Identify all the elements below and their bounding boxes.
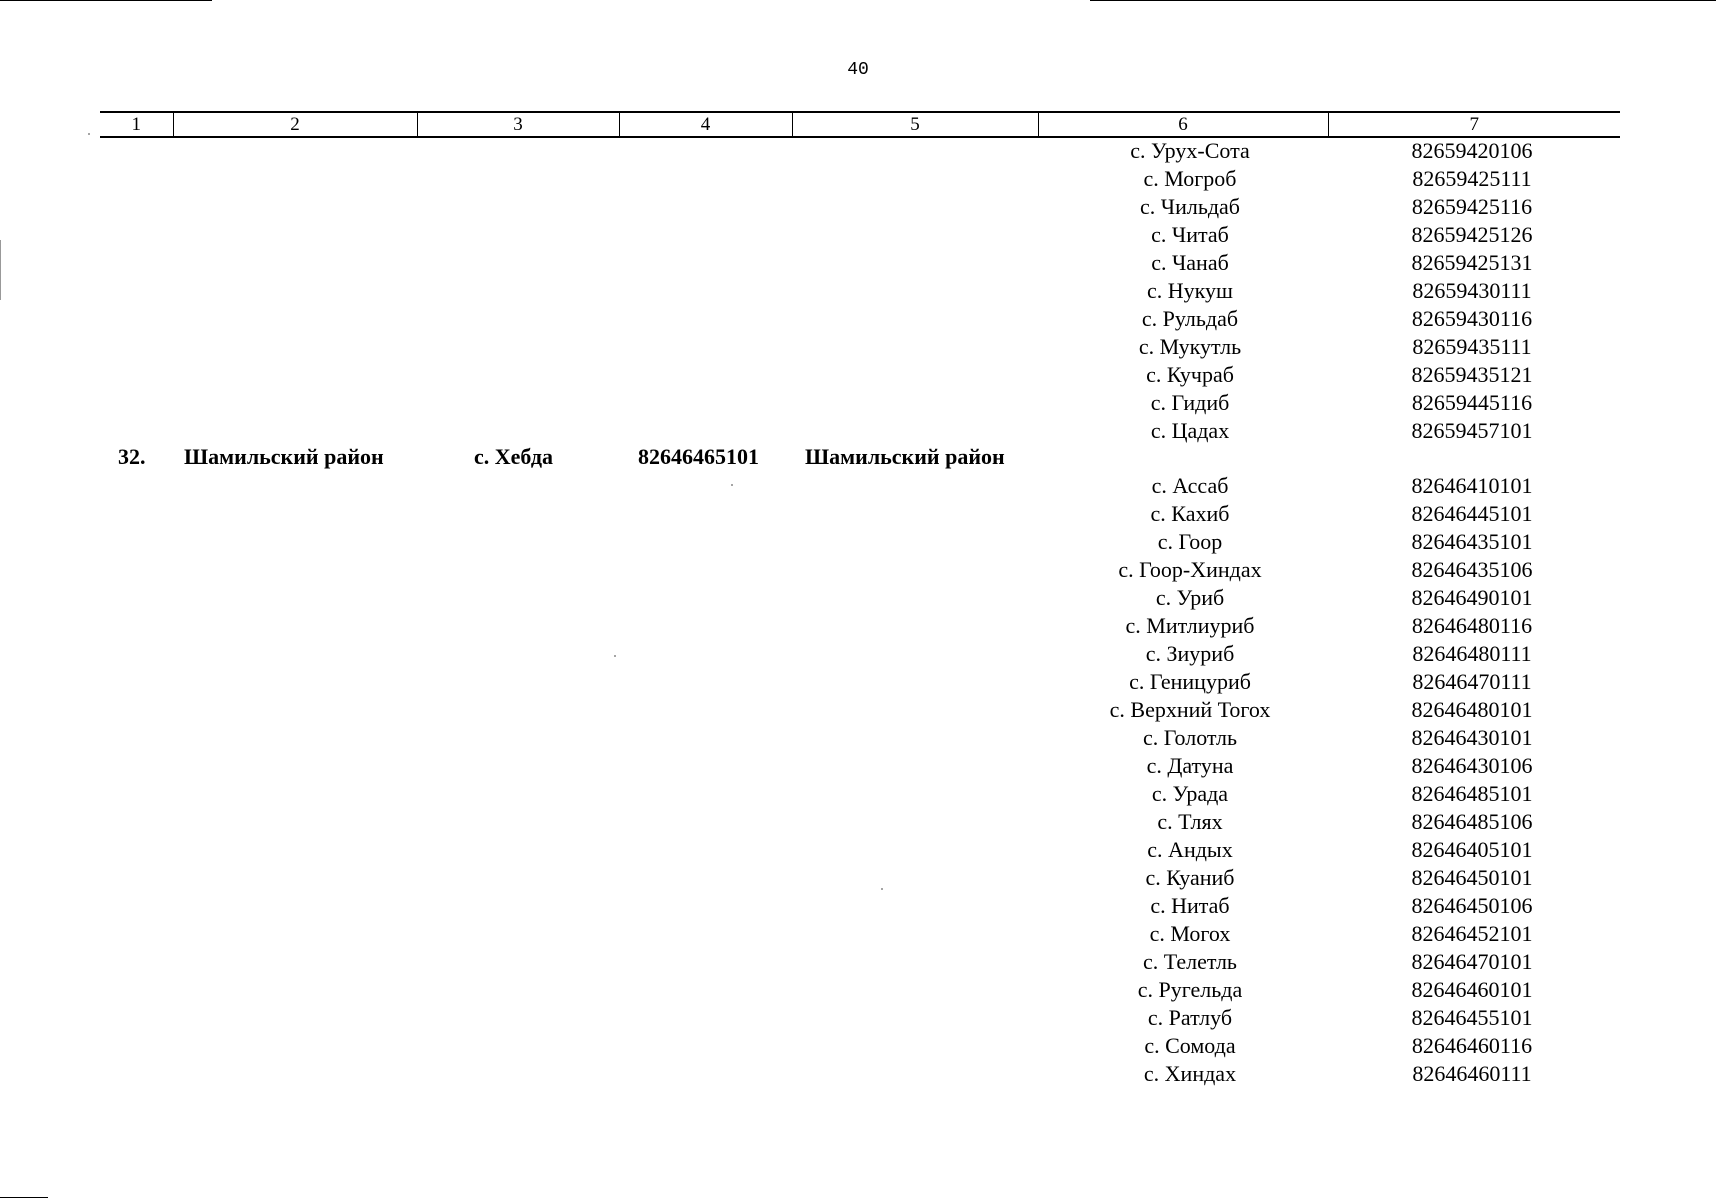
settlement-code: 82659425116 <box>1411 194 1533 219</box>
settlement-name: с. Урух-Сота <box>1130 138 1250 163</box>
settlement-code: 82659457101 <box>1411 418 1533 443</box>
scan-edge-bottom-left <box>0 1197 48 1198</box>
table-row <box>0 752 1716 780</box>
settlement-name: с. Мукутль <box>1138 334 1242 359</box>
table-row <box>0 193 1716 221</box>
scan-edge-top-right <box>1090 0 1716 1</box>
table-row <box>0 165 1716 193</box>
settlement-code: 82659435121 <box>1411 362 1533 387</box>
table-row <box>0 1004 1716 1032</box>
settlement-code: 82659445116 <box>1411 390 1533 415</box>
settlement-name: с. Могох <box>1149 921 1231 946</box>
header-col-7: 7 <box>1328 112 1620 137</box>
settlement-code: 82659425131 <box>1411 250 1533 275</box>
settlement-code: 82646460111 <box>1412 1061 1532 1086</box>
district-center-code: 82646465101 <box>638 444 759 469</box>
table-row <box>0 668 1716 696</box>
table-row <box>0 389 1716 417</box>
settlement-name: с. Гидиб <box>1150 390 1230 415</box>
table-row <box>0 528 1716 556</box>
settlement-code: 82646430106 <box>1411 753 1533 778</box>
settlement-name: с. Читаб <box>1151 222 1229 247</box>
table-row <box>0 584 1716 612</box>
header-col-4: 4 <box>619 112 792 137</box>
table-row <box>0 976 1716 1004</box>
table-row <box>0 333 1716 361</box>
scan-speck <box>731 484 733 486</box>
settlement-name: с. Ругельда <box>1137 977 1243 1002</box>
table-row <box>0 808 1716 836</box>
settlement-code: 82646435106 <box>1411 557 1533 582</box>
settlement-code: 82646470101 <box>1411 949 1533 974</box>
settlement-name: с. Кучраб <box>1146 362 1234 387</box>
settlement-name: с. Телетль <box>1143 949 1237 974</box>
table-row <box>0 696 1716 724</box>
settlement-name: с. Ратлуб <box>1147 1005 1233 1030</box>
settlement-name: с. Митлиуриб <box>1125 613 1255 638</box>
table-row <box>0 221 1716 249</box>
table-row <box>0 836 1716 864</box>
table-row <box>0 1032 1716 1060</box>
settlement-name: с. Датуна <box>1146 753 1234 778</box>
settlement-name: с. Чильдаб <box>1140 194 1240 219</box>
table-row <box>0 724 1716 752</box>
settlement-code: 82646450106 <box>1411 893 1533 918</box>
district-number: 32. <box>118 444 146 469</box>
settlement-code: 82646452101 <box>1411 921 1533 946</box>
settlement-name: с. Ассаб <box>1151 473 1229 498</box>
settlement-name: с. Кахиб <box>1150 501 1230 526</box>
district-municipality: Шамильский район <box>805 444 1005 469</box>
settlement-name: с. Урада <box>1151 781 1229 806</box>
settlement-code: 82646470111 <box>1412 669 1532 694</box>
district-name: Шамильский район <box>184 444 384 469</box>
table-row <box>0 137 1716 165</box>
header-col-6: 6 <box>1038 112 1328 137</box>
table-row <box>0 249 1716 277</box>
table-row <box>0 612 1716 640</box>
settlement-code: 82646430101 <box>1411 725 1533 750</box>
settlement-name: с. Голотль <box>1142 725 1238 750</box>
settlement-name: с. Гоор-Хиндах <box>1118 557 1262 582</box>
settlement-name: с. Сомода <box>1144 1033 1236 1058</box>
settlement-code: 82646445101 <box>1411 501 1533 526</box>
settlement-code: 82646480111 <box>1412 641 1532 666</box>
settlement-name: с. Гоор <box>1157 529 1223 554</box>
table-row <box>0 361 1716 389</box>
settlement-code: 82659425126 <box>1411 222 1533 247</box>
settlement-name: с. Чанаб <box>1151 250 1229 275</box>
table-row <box>0 640 1716 668</box>
settlement-code: 82646460116 <box>1411 1033 1533 1058</box>
settlement-code: 82646480101 <box>1411 697 1533 722</box>
settlement-code: 82659430116 <box>1411 306 1533 331</box>
settlement-code: 82646460101 <box>1411 977 1533 1002</box>
district-center: с. Хебда <box>474 444 553 469</box>
settlement-code: 82646485101 <box>1411 781 1533 806</box>
settlement-name: с. Хиндах <box>1143 1061 1237 1086</box>
settlement-code: 82646485106 <box>1411 809 1533 834</box>
header-col-5: 5 <box>792 112 1038 137</box>
header-col-3: 3 <box>417 112 619 137</box>
scan-speck <box>614 655 616 657</box>
settlement-code: 82646450101 <box>1411 865 1533 890</box>
table-header <box>100 111 1620 138</box>
settlement-code: 82646490101 <box>1411 585 1533 610</box>
table-row <box>0 277 1716 305</box>
table-row <box>0 864 1716 892</box>
settlement-code: 82659425111 <box>1412 166 1532 191</box>
scan-speck <box>88 133 90 135</box>
table-row <box>0 948 1716 976</box>
settlement-code: 82659430111 <box>1412 278 1532 303</box>
settlement-name: с. Нитаб <box>1150 893 1230 918</box>
page-number: 40 <box>847 60 869 80</box>
district-row <box>0 443 1716 471</box>
settlement-name: с. Верхний Тогох <box>1109 697 1271 722</box>
settlement-code: 82646435101 <box>1411 529 1533 554</box>
scan-speck <box>881 888 883 890</box>
settlement-code: 82646480116 <box>1411 613 1533 638</box>
settlement-name: с. Тлях <box>1157 809 1223 834</box>
settlement-code: 82646405101 <box>1411 837 1533 862</box>
table-row <box>0 500 1716 528</box>
settlement-name: с. Могроб <box>1143 166 1237 191</box>
table-row <box>0 417 1716 445</box>
settlement-code: 82646410101 <box>1411 473 1533 498</box>
settlement-name: с. Геницуриб <box>1129 669 1251 694</box>
settlement-name: с. Уриб <box>1155 585 1225 610</box>
settlement-name: с. Зиуриб <box>1145 641 1235 666</box>
table-row <box>0 305 1716 333</box>
table-row <box>0 472 1716 500</box>
settlement-code: 82659420106 <box>1411 138 1533 163</box>
settlement-name: с. Андых <box>1147 837 1233 862</box>
header-col-1: 1 <box>100 112 173 137</box>
settlement-name: с. Нукуш <box>1147 278 1233 303</box>
settlement-name: с. Куаниб <box>1145 865 1235 890</box>
table-row <box>0 920 1716 948</box>
settlement-name: с. Цадах <box>1150 418 1230 443</box>
table-row <box>0 1060 1716 1088</box>
settlement-code: 82659435111 <box>1412 334 1532 359</box>
scan-edge-top-left <box>0 0 212 1</box>
table-row <box>0 556 1716 584</box>
settlement-code: 82646455101 <box>1411 1005 1533 1030</box>
table-row <box>0 780 1716 808</box>
settlement-name: с. Рульдаб <box>1141 306 1239 331</box>
table-row <box>0 892 1716 920</box>
header-col-2: 2 <box>173 112 417 137</box>
